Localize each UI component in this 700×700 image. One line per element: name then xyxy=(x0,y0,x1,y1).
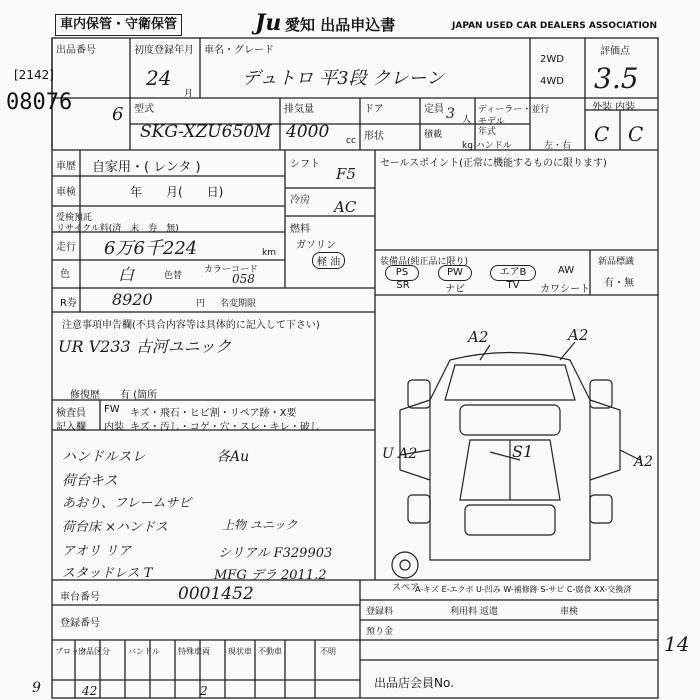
shape-label: 形状 xyxy=(364,131,384,142)
displacement-value: 4000 xyxy=(286,122,330,142)
diagram-mark-1: A2 xyxy=(468,328,489,346)
fuel-label: 燃料 xyxy=(290,224,310,235)
unknown-col: 不明 xyxy=(320,647,336,656)
equip-aw: AW xyxy=(557,265,575,276)
model-label: 車名・グレード xyxy=(204,45,274,56)
fee-3: 利用料 返還 xyxy=(450,607,498,617)
diagram-mark-3: U A2 xyxy=(382,446,418,462)
equip-navi: ナビ xyxy=(445,284,465,295)
color-inner-label: 色替 xyxy=(164,271,183,281)
first-reg-label: 初度登録年月 xyxy=(134,45,194,56)
inspector-label: 検査員 xyxy=(56,408,86,419)
grade-label: 評価点 xyxy=(600,46,630,57)
fw-head: FW xyxy=(104,404,120,415)
lot-label: 出品番号 xyxy=(56,45,96,56)
lot-suffix: 6 xyxy=(112,104,124,125)
hw-right-2: 上物 ユニック xyxy=(222,518,298,532)
repair-label: 修復歴 有 (箇所 xyxy=(70,390,158,401)
mileage-value: 6万6千224 xyxy=(104,238,198,259)
color-code-value: 058 xyxy=(232,272,255,286)
capacity-label: 定員 xyxy=(424,104,444,115)
listing-col: 出品区分 xyxy=(78,647,110,656)
hw-left-3: あおり、フレームサビ xyxy=(62,496,192,511)
hw-left-1: ハンドルスレ xyxy=(62,449,146,465)
int-value: C xyxy=(628,122,644,146)
fuel-opt1: ガソリン xyxy=(296,240,336,251)
r-fee-unit: 円 xyxy=(196,299,206,309)
ext-int-label: 外装 内装 xyxy=(592,102,636,113)
equip-leather: カワシート xyxy=(540,284,590,295)
fee-4: 車検 xyxy=(560,607,579,617)
block-col: ブロック xyxy=(55,647,87,656)
capacity-unit: 人 xyxy=(462,115,472,125)
chassis-label: 車台番号 xyxy=(60,592,100,603)
model-value: デュトロ 平3段 クレーン xyxy=(242,68,444,89)
footer-num-2: 42 xyxy=(82,684,98,698)
asis-col: 現状車 xyxy=(228,647,252,656)
r-fee-value: 8920 xyxy=(112,290,153,309)
mileage-unit: km xyxy=(262,248,276,258)
chassis-value: 0001452 xyxy=(178,584,254,604)
ju-logo: Ju xyxy=(255,10,282,36)
reg-label: 登録番号 xyxy=(60,618,100,629)
spare-label: スペア xyxy=(392,583,420,593)
recycle-value: リサイクル料(済 未 券 無) xyxy=(56,224,179,234)
equip-tv: TV xyxy=(506,280,520,291)
member-label: 出品店会員No. xyxy=(374,676,454,690)
diagram-mark-2: A2 xyxy=(568,326,589,344)
notes-label: 注意事項申告欄(不具合内容等は具体的に記入して下さい) xyxy=(62,320,320,331)
capacity-value: 3 xyxy=(446,106,455,122)
usage-label: 車歴 xyxy=(56,161,76,172)
footer-num-3: 2 xyxy=(200,684,208,698)
ext-value: C xyxy=(594,122,610,146)
org-title: 愛知 出品申込書 xyxy=(285,16,396,34)
first-reg-unit: 月 xyxy=(184,89,194,99)
bundle-col: バンドル xyxy=(128,647,160,656)
katashiki-label: 型式 xyxy=(134,104,154,115)
shaken-value: 年 月( 日) xyxy=(130,185,224,199)
drive-2wd: 2WD xyxy=(540,54,564,65)
lot-number: 08076 xyxy=(6,90,73,115)
diagram-mark-5: A2 xyxy=(634,454,654,470)
fw-items: キズ・飛石・ヒビ割・リペア跡・X要 xyxy=(130,408,297,419)
org-title-en: JAPAN USED CAR DEALERS ASSOCIATION xyxy=(452,21,657,31)
ac-value: AC xyxy=(334,198,357,216)
year-label: 年式 xyxy=(478,127,497,137)
r-fee-label: R券 xyxy=(60,298,77,309)
immobile-col: 不動車 xyxy=(258,647,282,656)
new-plate-opts: 有・無 xyxy=(604,278,634,289)
hw-left-6: スタッドレス T xyxy=(62,566,153,581)
interior-head: 内装 xyxy=(104,422,124,433)
storage-label: 車内保管・守衛保管 xyxy=(55,14,182,36)
load-label: 積載 xyxy=(424,130,443,140)
shift-label: シフト xyxy=(290,159,320,170)
lot-tag: [2142] xyxy=(14,68,54,82)
interior-items: キズ・汚し・コゲ・穴・スレ・キレ・破し xyxy=(130,422,320,433)
hw-right-1: 各Au xyxy=(216,449,250,465)
mileage-label: 走行 xyxy=(56,242,76,253)
grade-value: 3.5 xyxy=(594,62,639,95)
special-col: 特殊車両 xyxy=(178,647,210,656)
equip-ps: PS xyxy=(385,265,419,281)
equip-pw: PW xyxy=(438,265,472,281)
equip-sr: SR xyxy=(396,280,410,291)
usage-value: 自家用・( レンタ ) xyxy=(92,160,201,175)
diagram-legend: A-キズ E-エクボ U-凹み W-補修跡 S-サビ C-腐食 XX-交換済 xyxy=(415,585,632,594)
handle-opts: 左・右 xyxy=(544,141,572,151)
inspector-notes-label: 記入欄 xyxy=(56,422,86,433)
dealer-label: ディーラー・並行 xyxy=(478,105,550,115)
equip-airbag: エアB xyxy=(490,265,536,281)
new-plate-label: 新品標識 xyxy=(598,257,635,267)
handle-label: kg ハンドル xyxy=(462,141,512,151)
shaken-label: 車検 xyxy=(56,187,76,198)
fee-2: 預り金 xyxy=(366,627,394,637)
hw-left-4: 荷台床 ×ハンドス xyxy=(62,520,168,535)
katashiki-value: SKG-XZU650M xyxy=(140,122,272,142)
recycle-label: 受検預託 xyxy=(56,213,93,223)
fee-1: 登録料 xyxy=(366,607,394,617)
equipment-label: 装備品(純正品に限り) xyxy=(380,257,469,267)
shift-value: F5 xyxy=(336,165,356,183)
ac-label: 冷房 xyxy=(290,195,310,206)
hw-left-2: 荷台キス xyxy=(62,473,118,489)
doors-label: ドア xyxy=(364,104,384,115)
model-year-label: モデル xyxy=(478,117,505,127)
displacement-unit: cc xyxy=(346,136,356,146)
diagram-mark-4: S1 xyxy=(512,442,534,461)
footer-num-1: 9 xyxy=(32,680,41,696)
color-code-label: カラーコード xyxy=(204,265,259,275)
fuel-opt2: 軽 油 xyxy=(312,252,345,269)
transfer-label: 名変期限 xyxy=(220,299,257,309)
notes-value: UR V233 古河ユニック xyxy=(58,337,232,356)
hw-right-3: シリアル F329903 xyxy=(218,546,333,561)
sales-point-label: セールスポイント(正常に機能するものに限ります) xyxy=(380,158,607,169)
hw-right-4: MFG デラ 2011.2 xyxy=(214,568,327,583)
hw-left-5: アオリ リア xyxy=(62,544,132,559)
color-label: 色 xyxy=(60,269,70,280)
first-reg-value: 24 xyxy=(146,66,172,90)
page-number: 14 xyxy=(664,632,690,656)
color-value: 白 xyxy=(118,265,135,284)
displacement-label: 排気量 xyxy=(284,104,314,115)
drive-4wd: 4WD xyxy=(540,76,564,87)
